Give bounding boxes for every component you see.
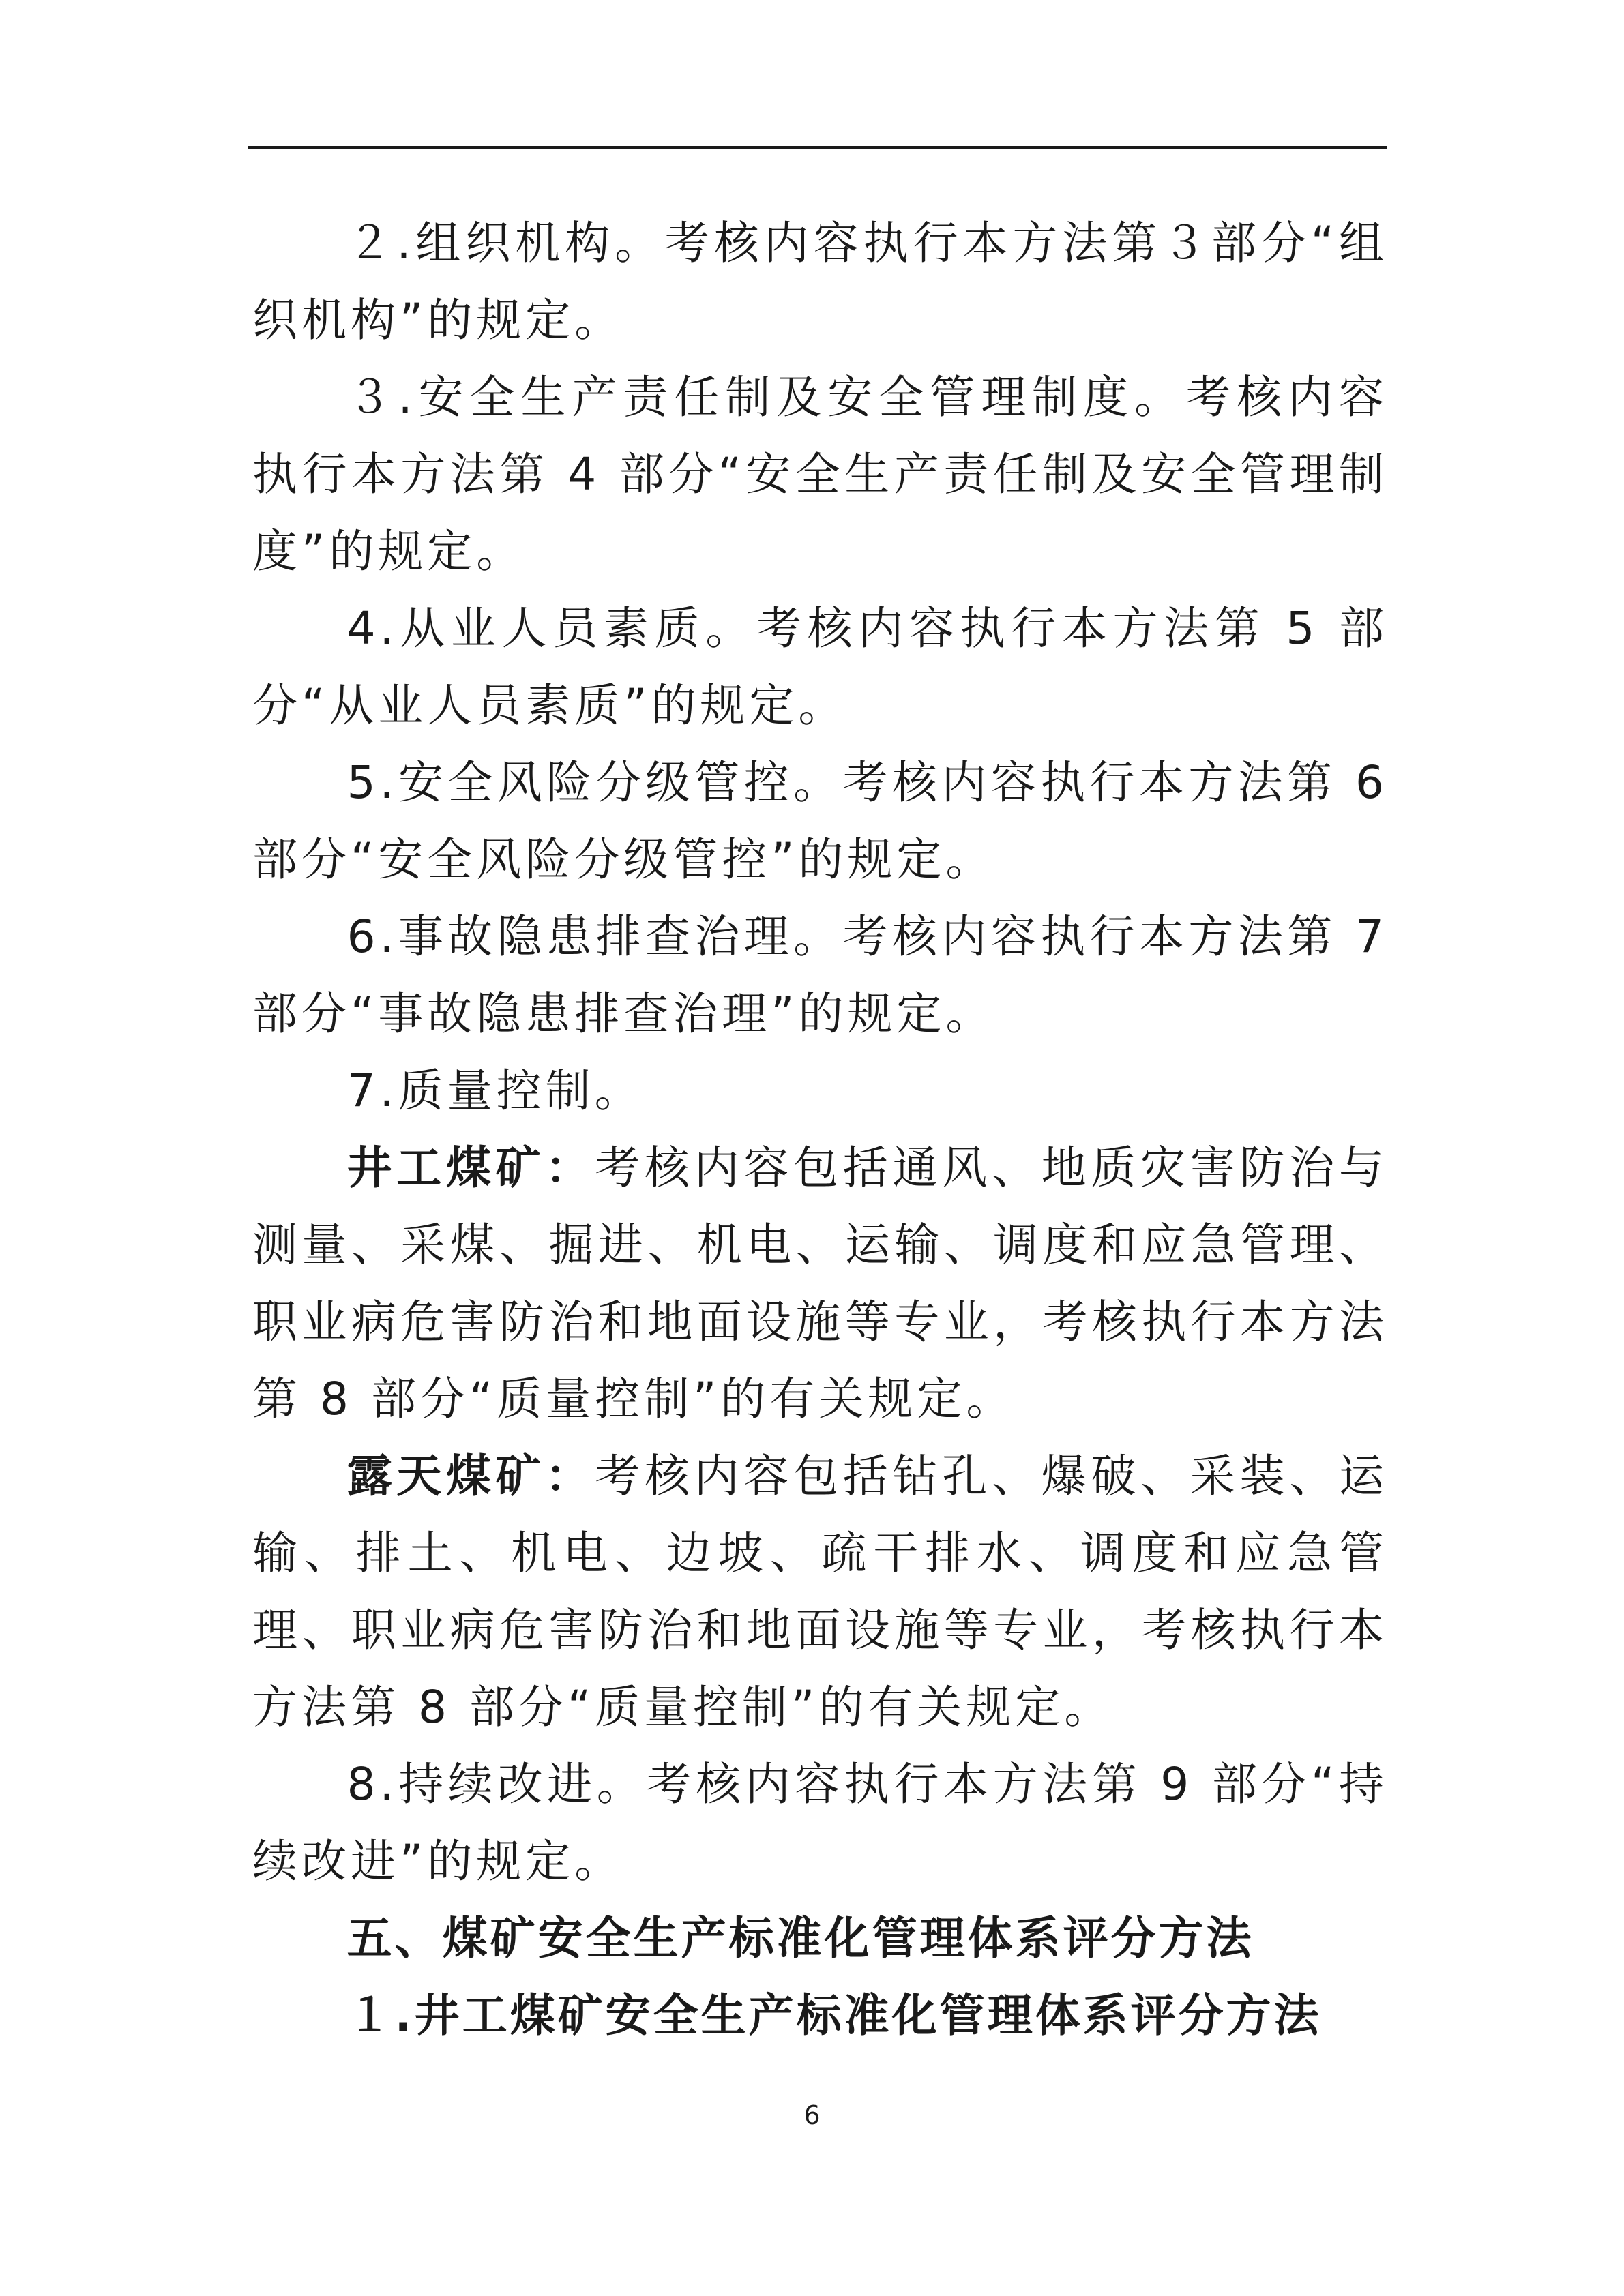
- subsection-heading-underground-scoring: １.井工煤矿安全生产标准化管理体系评分方法: [346, 1989, 1322, 2042]
- underground-mine-body: 考核内容包括通风、地质灾害防治与测量、采煤、掘进、机电、运输、调度和应急管理、职业病危害防治和地面设施等专业，考核执行本方法第 8 部分“质量控制”的有关规定。: [252, 1142, 1389, 1425]
- open-pit-mine-lead: 露天煤矿：: [346, 1450, 595, 1502]
- section-heading-scoring-method: 五、煤矿安全生产标准化管理体系评分方法: [346, 1912, 1254, 1965]
- paragraph-open-pit-mine: [252, 1437, 1388, 1746]
- underground-mine-lead: 井工煤矿：: [346, 1142, 595, 1194]
- paragraph-personnel-quality: 4.从业人员素质。考核内容执行本方法第 5 部分“从业人员素质”的规定。: [252, 602, 1388, 732]
- header-rule: [248, 146, 1387, 149]
- paragraph-responsibility-system: ３.安全生产责任制及安全管理制度。考核内容执行本方法第 4 部分“安全生产责任制及安全管理制度”的规定。: [252, 371, 1388, 578]
- paragraph-underground-mine: [252, 1129, 1388, 1437]
- paragraph-continuous-improvement: 8.持续改进。考核内容执行本方法第 9 部分“持续改进”的规定。: [252, 1758, 1388, 1888]
- document-body: [252, 205, 1388, 2054]
- page-number: 6: [803, 2100, 821, 2130]
- paragraph-risk-control: 5.安全风险分级管控。考核内容执行本方法第 6 部分“安全风险分级管控”的规定。: [252, 756, 1388, 886]
- paragraph-quality-control: 7.质量控制。: [346, 1064, 644, 1117]
- paragraph-hazard-governance: 6.事故隐患排查治理。考核内容执行本方法第 7 部分“事故隐患排查治理”的规定。: [252, 910, 1388, 1040]
- open-pit-mine-body: 考核内容包括钻孔、爆破、采装、运输、排土、机电、边坡、疏干排水、调度和应急管理、职业病危害防治和地面设施等专业，考核执行本方法第 8 部分“质量控制”的有关规定。: [252, 1450, 1389, 1733]
- paragraph-organization: ２.组织机构。考核内容执行本方法第３部分“组织机构”的规定。: [252, 217, 1388, 346]
